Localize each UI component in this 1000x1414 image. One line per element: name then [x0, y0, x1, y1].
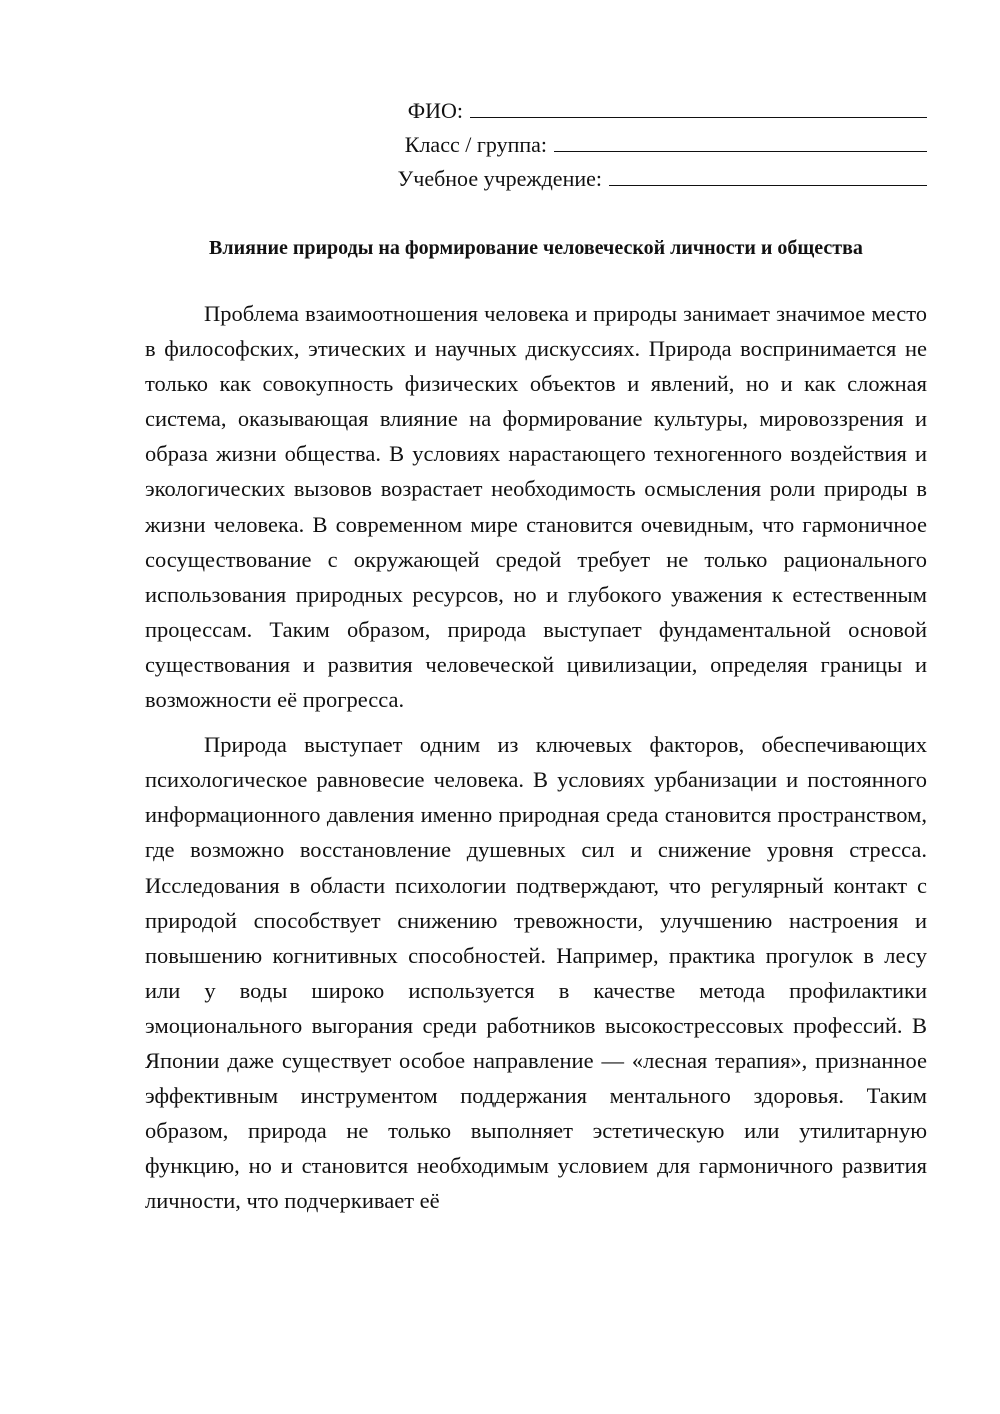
fio-label: ФИО: [407, 98, 463, 123]
essay-title: Влияние природы на формирование человеческой личности и общества [209, 237, 863, 259]
paragraph: Природа выступает одним из ключевых факторов, обеспечивающих психологическое равновесие человека. В условиях урбанизации и постоянного информационного давления именно природная среда становится пространством, где возможно восстановление душевных сил и снижение уровня стресса. Исследования в области психологии подтверждают, что регулярный контакт с природой способствует снижению тревожности, улучшению настроения и повышению когнитивных способностей. Например, практика прогулок в лесу или у воды широко используется в качестве метода профилактики эмоционального выгорания среди работников высокострессовых профессий. В Японии даже существует особое направление — «лесная терапия», признанное эффективным инструментом поддержания ментального здоровья. Таким образом, природа не только выполняет эстетическую или утилитарную функцию, но и становится необходимым условием для гармоничного развития личности, что подчеркивает её [145, 732, 927, 1214]
class-field-row [327, 128, 927, 162]
institution-field-row [327, 162, 927, 196]
student-info-block [327, 94, 927, 196]
paragraph: Проблема взаимоотношения человека и природы занимает значимое место в философских, этических и научных дискуссиях. Природа воспринимается не только как совокупность физических объектов и явлений, но и как сложная система, оказывающая влияние на формирование культуры, мировоззрения и образа жизни общества. В условиях нарастающего техногенного воздействия и экологических вызовов возрастает необходимость осмысления роли природы в жизни человека. В современном мире становится очевидным, что гармоничное сосуществование с окружающей средой требует не только рационального использования природных ресурсов, но и глубокого уважения к естественным процессам. Таким образом, природа выступает фундаментальной основой существования и развития человеческой цивилизации, определяя границы и возможности её прогресса. [145, 301, 927, 713]
class-label: Класс / группа: [404, 132, 547, 157]
essay-body [145, 296, 927, 1228]
fio-field-row [327, 94, 927, 128]
institution-blank-line[interactable] [609, 167, 927, 186]
class-blank-line[interactable] [554, 133, 927, 152]
institution-label: Учебное учреждение: [397, 166, 602, 191]
fio-blank-line[interactable] [470, 99, 927, 118]
